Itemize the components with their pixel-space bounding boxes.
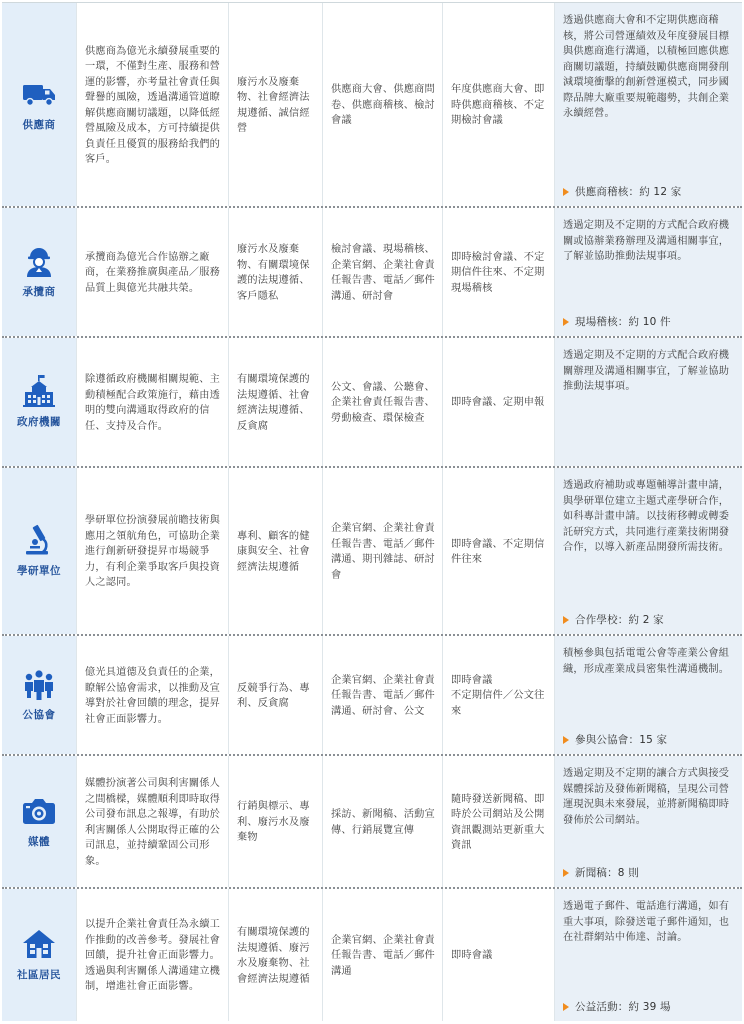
communication-frequency — [442, 208, 554, 336]
stakeholder-row — [2, 756, 742, 889]
stakeholder-row — [2, 3, 742, 208]
result-stat — [563, 613, 736, 629]
communication-channels — [322, 889, 442, 1021]
stakeholder-label: 公協會 — [22, 709, 56, 722]
stakeholder-significance-text: 億光具道德及負責任的企業，瞭解公協會需求，以推動及宣導對於社會回饋的理念，提昇社會正面影響力。 — [85, 667, 221, 725]
stakeholder-significance — [76, 636, 228, 754]
stakeholder-significance — [76, 468, 228, 634]
stakeholder-row — [2, 636, 742, 756]
stakeholder-significance-text: 供應商為億光永續發展重要的一環，不僅對生產、服務和營運的影響，亦考量社會責任與聲譽的風險，透過溝通管道瞭解供應商關切議題，以降低經營風險及成本，方可持續提供負責任且優質的服務給我們的客戶。 — [85, 45, 221, 165]
concern-topics — [228, 208, 322, 336]
communication-channels-text: 採訪、新聞稿、活動宣傳、行銷展覽宣傳 — [331, 809, 435, 836]
stakeholder-icon-cell — [2, 889, 76, 1021]
response-actions — [554, 889, 742, 1021]
stakeholder-significance — [76, 756, 228, 887]
concern-topics-text: 廢污水及廢棄物、有關環境保護的法規遵循、客戶隱私 — [237, 244, 310, 302]
communication-channels — [322, 208, 442, 336]
response-actions-text: 透過定期及不定期的讓合方式與接受媒體採訪及發佈新聞稿，呈現公司營運現況與未來發展，並將新聞稿即時發佈於公司網站。 — [563, 768, 730, 826]
communication-frequency-text: 隨時發送新聞稿、即時於公司網站及公開資訊觀測站更新重大資訊 — [451, 793, 545, 851]
result-stat-text: 合作學校：約 2 家 — [575, 613, 664, 626]
communication-channels-text: 企業官網、企業社會責任報告書、電話／郵件溝通 — [331, 934, 435, 977]
response-actions-text: 透過定期及不定期的方式配合政府機關或協辦業務辦理及溝通相關事宜，了解並協助推動法規事項。 — [563, 220, 730, 262]
community-house-icon — [21, 926, 57, 962]
response-actions-text: 透過政府補助或專題輔導計畫申請，與學研單位建立主題式產學研合作，如科專計畫申請。以技術移轉或轉委託研究方式，共同進行產業技術開發合作，以導入新產品開發所需技術。 — [563, 480, 730, 553]
triangle-bullet-icon — [563, 736, 569, 744]
response-actions — [554, 468, 742, 634]
concern-topics — [228, 3, 322, 206]
result-stat-text: 新聞稿：8 則 — [575, 866, 639, 879]
communication-frequency-text: 即時會議 不定期信件／公文往來 — [451, 674, 545, 717]
stakeholder-row — [2, 468, 742, 636]
stakeholder-significance-text: 學研單位扮演發展前瞻技術與應用之領航角色，可協助企業進行創新研發提昇市場競爭力，有利企業爭取客戶與投資人之認同。 — [85, 515, 221, 589]
stakeholder-significance-text: 承攬商為億光合作協辦之廠商，在業務推廣與產品／服務品質上與億光共融共榮。 — [85, 251, 221, 294]
result-stat — [563, 315, 736, 331]
communication-channels — [322, 636, 442, 754]
response-actions — [554, 756, 742, 887]
result-stat — [563, 185, 736, 201]
concern-topics — [228, 636, 322, 754]
communication-frequency-text: 即時會議 — [451, 950, 493, 962]
stakeholder-label: 學研單位 — [17, 565, 61, 578]
communication-frequency-text: 年度供應商大會、即時供應商稽核、不定期檢討會議 — [451, 84, 545, 127]
communication-channels-text: 檢討會議、現場稽核、企業官網、企業社會責任報告書、電話／郵件溝通、研討會 — [331, 244, 435, 302]
stakeholder-row — [2, 889, 742, 1021]
stakeholder-label: 媒體 — [28, 835, 50, 848]
result-stat — [563, 866, 736, 882]
communication-frequency — [442, 756, 554, 887]
stakeholder-table — [2, 2, 742, 1023]
stakeholder-significance — [76, 3, 228, 206]
camera-icon — [21, 793, 57, 829]
concern-topics — [228, 756, 322, 887]
stakeholder-significance-text: 以提升企業社會責任為永續工作推動的改善參考。發展社會回饋，提升社會正面影響力。透過與利害關係人溝通建立機制，增進社會正面影響。 — [85, 919, 221, 993]
truck-icon — [21, 76, 57, 112]
microscope-icon — [21, 522, 57, 558]
result-stat-text: 現場稽核：約 10 件 — [575, 315, 671, 328]
response-actions-text: 積極參與包括電電公會等產業公會組織，形成產業成員密集性溝通機制。 — [563, 648, 730, 675]
concern-topics-text: 有關環境保護的法規遵循、廢污水及廢棄物、社會經濟法規遵循 — [237, 927, 310, 985]
stakeholder-icon-cell — [2, 468, 76, 634]
stakeholder-icon-cell — [2, 636, 76, 754]
response-actions-text: 透過供應商大會和不定期供應商稽核，將公司營運績效及年度發展目標與供應商進行溝通，以積極回應供應商關切議題，持續鼓勵供應商開發削減環境衝擊的創新營運模式，同步國際品牌大廠重要規範趨勢，共創企業永續經營。 — [563, 15, 730, 119]
concern-topics-text: 專利、顧客的健康與安全、社會經濟法規遵循 — [237, 530, 310, 573]
stakeholder-label: 政府機關 — [17, 416, 61, 429]
government-building-icon — [21, 373, 57, 409]
triangle-bullet-icon — [563, 318, 569, 326]
communication-channels — [322, 3, 442, 206]
communication-channels — [322, 468, 442, 634]
result-stat — [563, 1000, 736, 1016]
triangle-bullet-icon — [563, 188, 569, 196]
communication-frequency — [442, 636, 554, 754]
response-actions-text: 透過電子郵件、電話進行溝通，如有重大事項，除發送電子郵件通知，也在社群網站中佈達、討論。 — [563, 901, 730, 943]
stakeholder-label: 供應商 — [22, 118, 56, 131]
stakeholder-significance — [76, 889, 228, 1021]
stakeholder-significance-text: 媒體扮演著公司與利害關係人之間橋樑，媒體順利即時取得公司發布訊息之報導，有助於利害關係人公開取得正確的公司訊息，並持續鞏固公司形象。 — [85, 778, 221, 867]
response-actions-text: 透過定期及不定期的方式配合政府機關辦理及溝通相關事宜，了解並協助推動法規事項。 — [563, 350, 730, 392]
result-stat — [563, 733, 736, 749]
concern-topics-text: 行銷與標示、專利、廢污水及廢棄物 — [237, 801, 310, 844]
stakeholder-icon-cell — [2, 208, 76, 336]
concern-topics-text: 廢污水及廢棄物、社會經濟法規遵循、誠信經營 — [237, 76, 310, 134]
stakeholder-icon-cell — [2, 756, 76, 887]
communication-channels-text: 供應商大會、供應商問卷、供應商稽核、檢討會議 — [331, 84, 435, 127]
communication-frequency-text: 即時會議、定期申報 — [451, 397, 545, 409]
stakeholder-icon-cell — [2, 338, 76, 466]
communication-frequency — [442, 3, 554, 206]
communication-channels-text: 公文、會議、公聽會、企業社會責任報告書、勞動檢查、環保檢查 — [331, 381, 435, 424]
result-stat-text: 參與公協會：15 家 — [575, 733, 668, 746]
worker-icon — [21, 243, 57, 279]
concern-topics-text: 有關環境保護的法規遵循、社會經濟法規遵循、反貪腐 — [237, 374, 310, 432]
result-stat-text: 公益活動：約 39 場 — [575, 1000, 671, 1013]
concern-topics — [228, 338, 322, 466]
people-group-icon — [21, 666, 57, 702]
triangle-bullet-icon — [563, 1003, 569, 1011]
triangle-bullet-icon — [563, 869, 569, 877]
stakeholder-row — [2, 208, 742, 338]
concern-topics — [228, 889, 322, 1021]
stakeholder-row — [2, 338, 742, 468]
response-actions — [554, 3, 742, 206]
communication-frequency-text: 即時檢討會議、不定期信件往來、不定期現場稽核 — [451, 251, 545, 294]
concern-topics — [228, 468, 322, 634]
communication-frequency-text: 即時會議、不定期信件往來 — [451, 538, 545, 565]
communication-channels — [322, 756, 442, 887]
concern-topics-text: 反競爭行為、專利、反貪腐 — [237, 682, 310, 709]
result-stat-text: 供應商稽核：約 12 家 — [575, 185, 682, 198]
stakeholder-significance — [76, 338, 228, 466]
communication-frequency — [442, 468, 554, 634]
response-actions — [554, 338, 742, 466]
response-actions — [554, 208, 742, 336]
communication-channels — [322, 338, 442, 466]
triangle-bullet-icon — [563, 616, 569, 624]
stakeholder-label: 社區居民 — [17, 969, 61, 982]
communication-channels-text: 企業官網、企業社會責任報告書、電話／郵件溝通、期刊雜誌、研討會 — [331, 523, 435, 581]
stakeholder-label: 承攬商 — [22, 286, 56, 299]
response-actions — [554, 636, 742, 754]
stakeholder-significance — [76, 208, 228, 336]
stakeholder-icon-cell — [2, 3, 76, 206]
communication-channels-text: 企業官網、企業社會責任報告書、電話／郵件溝通、研討會、公文 — [331, 674, 435, 717]
communication-frequency — [442, 338, 554, 466]
stakeholder-significance-text: 除遵循政府機關相關規範、主動積極配合政策施行，藉由透明的雙向溝通取得政府的信任、支持及合作。 — [85, 374, 221, 432]
communication-frequency — [442, 889, 554, 1021]
